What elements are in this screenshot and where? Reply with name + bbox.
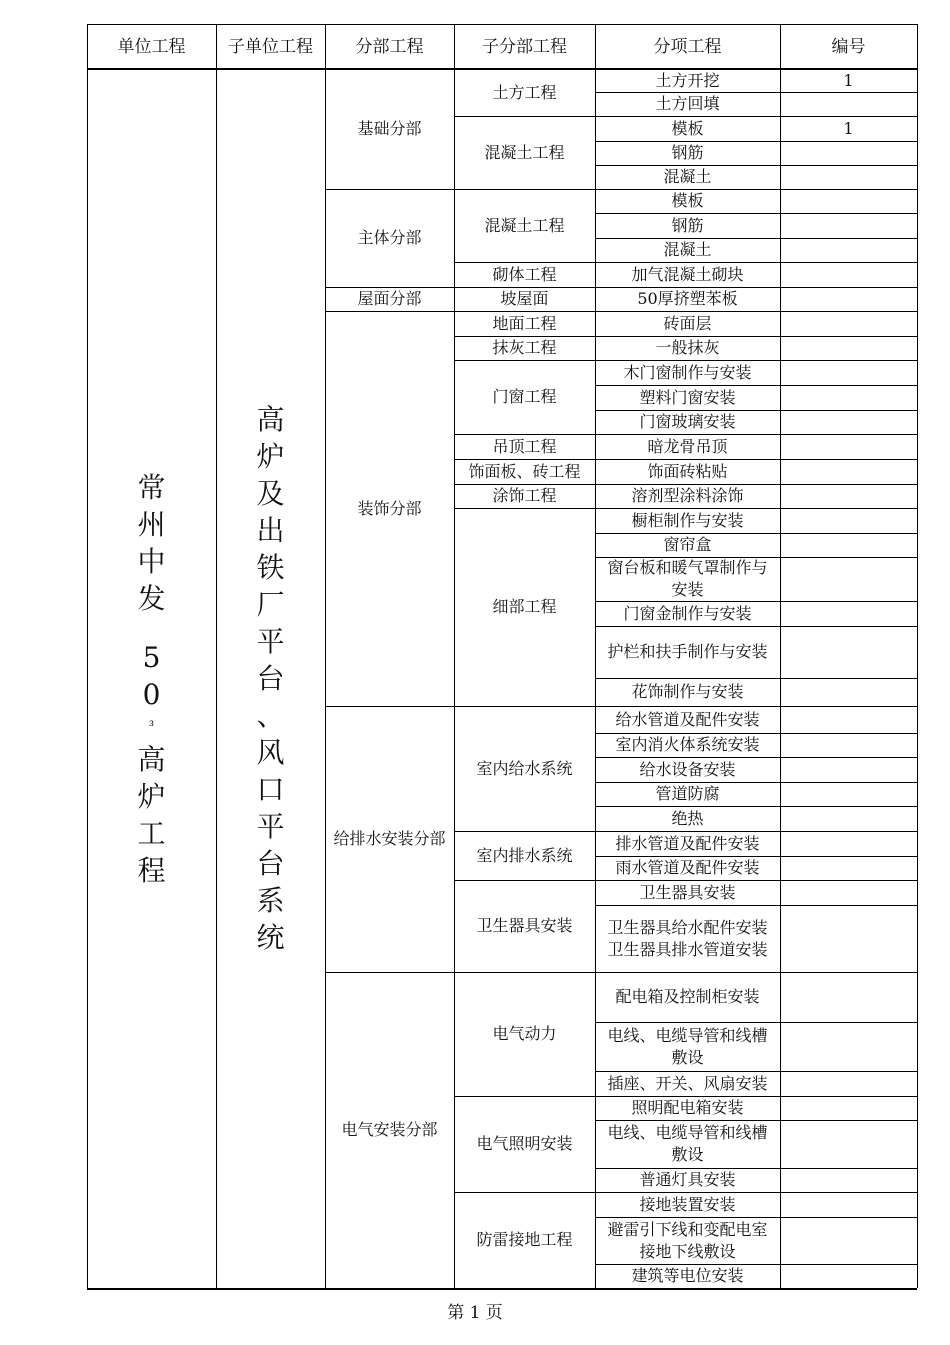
number-cell: [780, 287, 917, 311]
number-cell: [780, 706, 917, 733]
number-cell: [780, 880, 917, 905]
number-cell: [780, 972, 917, 1022]
item-cell: 一般抹灰: [655, 338, 720, 357]
sub-division-cell: 卫生器具安装: [476, 916, 573, 935]
item-cell: 橱柜制作与安装: [631, 510, 744, 530]
sub-division-cell: 涂饰工程: [492, 486, 557, 505]
sub-division-cell: 室内排水系统: [476, 845, 573, 865]
item-cell: 雨水管道及配件安装: [615, 858, 760, 877]
item-cell: 室内消火体系统安装: [615, 735, 760, 754]
item-cell: 电线、电缆导管和线槽 敷设: [607, 1123, 768, 1164]
sub-division-cell: 砌体工程: [492, 264, 557, 284]
number-cell: [780, 1168, 917, 1192]
item-cell: 给水管道及配件安装: [615, 709, 760, 729]
number-cell: [780, 459, 917, 484]
number-cell: [780, 484, 917, 508]
header-unit-project: 单位工程: [117, 36, 186, 57]
item-cell: 混凝土: [663, 167, 712, 186]
sub-division-cell: 电气动力: [492, 1024, 557, 1043]
number-cell: [780, 557, 917, 601]
number-cell: [780, 434, 917, 459]
item-cell: 接地装置安装: [639, 1194, 736, 1214]
number-cell: [780, 831, 917, 856]
number-cell: [780, 1071, 917, 1096]
header-sub-division: 子分部工程: [482, 36, 567, 57]
item-cell: 花饰制作与安装: [631, 682, 744, 701]
sub-division-cell: 吊顶工程: [492, 436, 557, 456]
number-cell: [780, 1022, 917, 1071]
number-cell: [780, 213, 917, 238]
number-cell: [780, 905, 917, 972]
item-cell: 给水设备安装: [639, 759, 736, 779]
number-cell: 1: [843, 70, 854, 90]
number-cell: [780, 311, 917, 336]
item-cell: 加气混凝土砌块: [631, 264, 744, 284]
item-cell: 模板: [671, 118, 704, 138]
number-cell: [780, 141, 917, 165]
unit-project-cell: 常 州 中 发 5 0 ³ 高 炉 工 程: [137, 470, 166, 887]
sub-division-cell: 电气照明安装: [476, 1134, 573, 1153]
number-cell: [780, 856, 917, 880]
number-cell: [780, 1120, 917, 1168]
grid-line: [87, 1288, 917, 1290]
item-cell: 土方开挖: [655, 70, 720, 90]
item-cell: 钢筋: [671, 215, 704, 235]
item-cell: 窗台板和暖气罩制作与 安装: [607, 558, 768, 599]
number-cell: [780, 1217, 917, 1264]
item-cell: 饰面砖粘贴: [647, 461, 728, 481]
number-cell: [780, 336, 917, 360]
number-cell: 1: [843, 118, 854, 138]
item-cell: 配电箱及控制柜安装: [615, 987, 760, 1006]
item-cell: 暗龙骨吊顶: [647, 436, 728, 456]
number-cell: [780, 508, 917, 533]
header-sub-unit-project: 子单位工程: [228, 36, 313, 57]
item-cell: 插座、开关、风扇安装: [607, 1073, 768, 1093]
division-cell: 给排水安装分部: [333, 829, 446, 848]
division-cell: 电气安装分部: [341, 1120, 438, 1139]
item-cell: 砖面层: [663, 313, 712, 333]
item-cell: 避雷引下线和变配电室 接地下线敷设: [607, 1219, 768, 1261]
item-cell: 门窗玻璃安装: [639, 412, 736, 431]
item-cell: 护栏和扶手制作与安装: [607, 642, 768, 661]
grid-line: [917, 24, 918, 1288]
sub-division-cell: 抹灰工程: [492, 338, 557, 357]
header-item: 分项工程: [653, 36, 722, 57]
number-cell: [780, 238, 917, 262]
sub-division-cell: 混凝土工程: [484, 142, 565, 162]
item-cell: 卫生器具安装: [639, 882, 736, 902]
number-cell: [780, 1192, 917, 1217]
item-cell: 钢筋: [671, 143, 704, 162]
item-cell: 溶剂型涂料涂饰: [631, 486, 744, 505]
number-cell: [780, 262, 917, 287]
number-cell: [780, 410, 917, 434]
sub-unit-project-cell: 高 炉 及 出 铁 厂 平 台 、 风 口 平 台 系 统: [256, 403, 285, 954]
division-cell: 装饰分部: [357, 498, 422, 518]
item-cell: 土方回填: [655, 94, 720, 113]
header-division: 分部工程: [355, 36, 424, 57]
item-cell: 门窗金制作与安装: [623, 603, 752, 623]
item-cell: 卫生器具给水配件安装 卫生器具排水管道安装: [607, 917, 768, 959]
item-cell: 电线、电缆导管和线槽 敷设: [607, 1025, 768, 1067]
item-cell: 混凝土: [663, 240, 712, 259]
number-cell: [780, 601, 917, 626]
number-cell: [780, 782, 917, 806]
number-cell: [780, 385, 917, 410]
item-cell: 木门窗制作与安装: [623, 362, 752, 382]
number-cell: [780, 757, 917, 782]
sub-division-cell: 细部工程: [492, 597, 557, 616]
number-cell: [780, 733, 917, 757]
sub-division-cell: 门窗工程: [492, 387, 557, 406]
page-number: 第 1 页: [447, 1303, 503, 1323]
number-cell: [780, 806, 917, 831]
sub-division-cell: 土方工程: [492, 82, 557, 102]
number-cell: [780, 1264, 917, 1288]
number-cell: [780, 678, 917, 706]
division-cell: 屋面分部: [357, 289, 422, 308]
sub-division-cell: 饰面板、砖工程: [468, 461, 581, 481]
number-cell: [780, 189, 917, 213]
number-cell: [780, 360, 917, 385]
item-cell: 普通灯具安装: [639, 1170, 736, 1189]
sub-division-cell: 坡屋面: [500, 289, 549, 308]
number-cell: [780, 1096, 917, 1120]
item-cell: 窗帘盒: [663, 535, 712, 554]
sub-division-cell: 混凝土工程: [484, 215, 565, 235]
number-cell: [780, 92, 917, 116]
item-cell: 绝热: [671, 808, 704, 828]
item-cell: 50厚挤塑苯板: [637, 289, 738, 308]
item-cell: 管道防腐: [655, 784, 720, 803]
item-cell: 塑料门窗安装: [639, 387, 736, 407]
division-cell: 主体分部: [357, 228, 422, 247]
item-cell: 照明配电箱安装: [631, 1098, 744, 1117]
division-cell: 基础分部: [357, 119, 422, 138]
number-cell: [780, 533, 917, 557]
sub-division-cell: 室内给水系统: [476, 758, 573, 778]
item-cell: 模板: [671, 191, 704, 210]
number-cell: [780, 626, 917, 678]
header-number: 编号: [831, 36, 866, 57]
sub-division-cell: 地面工程: [492, 313, 557, 333]
item-cell: 建筑等电位安装: [631, 1266, 744, 1285]
number-cell: [780, 165, 917, 189]
item-cell: 排水管道及配件安装: [615, 833, 760, 853]
sub-division-cell: 防雷接地工程: [476, 1230, 573, 1249]
